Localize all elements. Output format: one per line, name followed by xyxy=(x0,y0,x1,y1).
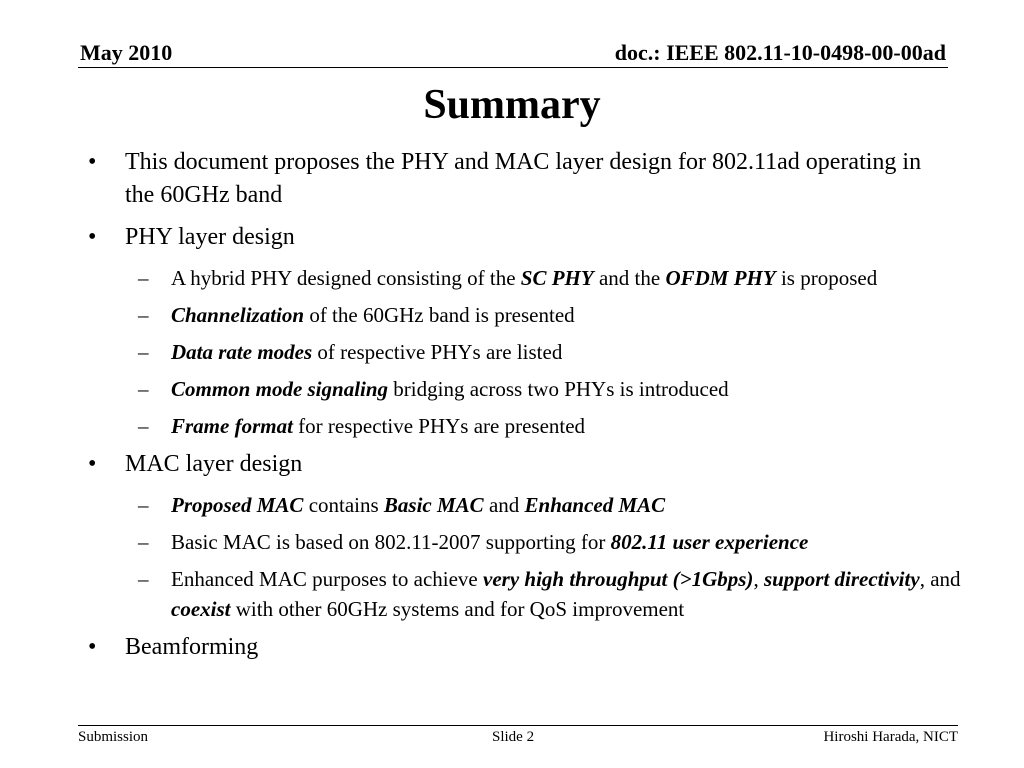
text-run: for respective PHYs are presented xyxy=(292,414,586,438)
text-run: A hybrid PHY designed consisting of the xyxy=(171,266,521,290)
text-run: is proposed xyxy=(775,266,878,290)
bullet-item xyxy=(0,221,945,254)
text-run: of respective PHYs are listed xyxy=(312,340,563,364)
sub-bullet-item xyxy=(0,374,961,404)
footer-slide-number: Slide 2 xyxy=(492,729,535,745)
bullet-item xyxy=(0,448,945,481)
bullet-marker: • xyxy=(88,149,97,175)
slide-title: Summary xyxy=(423,82,601,128)
bullet-marker: • xyxy=(88,224,97,250)
sub-bullet-item xyxy=(0,263,961,293)
emphasis-run: support directivity xyxy=(763,567,920,591)
emphasis-run: 802.11 user experience xyxy=(610,530,809,554)
sub-bullet-text xyxy=(171,377,729,401)
sub-bullet-marker: – xyxy=(138,266,149,290)
bullet-marker: • xyxy=(88,451,97,477)
emphasis-run: Common mode signaling xyxy=(171,377,389,401)
bullet-marker: • xyxy=(88,634,97,660)
emphasis-run: SC PHY xyxy=(520,266,594,290)
sub-bullet-marker: – xyxy=(138,303,149,327)
text-run: and the xyxy=(593,266,666,290)
emphasis-run: Data rate modes xyxy=(171,340,313,364)
header-doc-id: doc.: IEEE 802.11-10-0498-00-00ad xyxy=(614,40,946,65)
sub-bullet-text xyxy=(171,567,961,621)
emphasis-run: very high throughput (>1Gbps) xyxy=(483,567,754,591)
sub-bullet-marker: – xyxy=(138,377,149,401)
bullet-text: Beamforming xyxy=(125,634,259,660)
text-run: , xyxy=(753,567,764,591)
emphasis-run: coexist xyxy=(171,597,231,621)
sub-bullet-text xyxy=(171,303,575,327)
sub-bullet-text xyxy=(171,493,665,517)
sub-bullet-marker: – xyxy=(138,530,149,554)
footer-divider xyxy=(78,725,958,726)
text-run: Basic MAC is based on 802.11-2007 supporting for xyxy=(171,530,611,554)
sub-bullet-text xyxy=(171,340,562,364)
footer-author: Hiroshi Harada, NICT xyxy=(823,729,958,745)
bullet-item xyxy=(0,631,945,664)
sub-bullet-marker: – xyxy=(138,493,149,517)
bullet-text: PHY layer design xyxy=(125,224,295,250)
sub-bullet-text xyxy=(171,530,808,554)
text-run: with other 60GHz systems and for QoS improvement xyxy=(230,597,685,621)
text-run: Enhanced MAC purposes to achieve xyxy=(171,567,483,591)
text-run: and xyxy=(483,493,525,517)
emphasis-run: Frame format xyxy=(171,414,293,438)
bullet-text: This document proposes the PHY and MAC layer design for 802.11ad operating in the 60GHz band xyxy=(125,149,922,208)
sub-bullet-item xyxy=(0,337,961,367)
sub-bullet-item xyxy=(0,564,961,624)
sub-bullet-item xyxy=(0,527,961,557)
emphasis-run: Basic MAC xyxy=(383,493,484,517)
sub-bullet-text xyxy=(171,266,877,290)
text-run: , and xyxy=(919,567,961,591)
header-date: May 2010 xyxy=(80,40,173,65)
emphasis-run: OFDM PHY xyxy=(665,266,776,290)
sub-bullet-marker: – xyxy=(138,414,149,438)
header-divider xyxy=(78,67,948,68)
bullet-list xyxy=(0,146,1024,673)
emphasis-run: Channelization xyxy=(171,303,305,327)
sub-bullet-text xyxy=(171,414,585,438)
footer-submission: Submission xyxy=(78,729,149,745)
bullet-text: MAC layer design xyxy=(125,451,303,477)
emphasis-run: Proposed MAC xyxy=(171,493,304,517)
emphasis-run: Enhanced MAC xyxy=(524,493,666,517)
sub-bullet-marker: – xyxy=(138,340,149,364)
bullet-item xyxy=(0,146,945,212)
text-run: of the 60GHz band is presented xyxy=(304,303,575,327)
sub-bullet-marker: – xyxy=(138,567,149,591)
sub-bullet-item xyxy=(0,411,961,441)
sub-bullet-item xyxy=(0,490,961,520)
text-run: bridging across two PHYs is introduced xyxy=(388,377,729,401)
sub-bullet-item xyxy=(0,300,961,330)
text-run: contains xyxy=(303,493,384,517)
